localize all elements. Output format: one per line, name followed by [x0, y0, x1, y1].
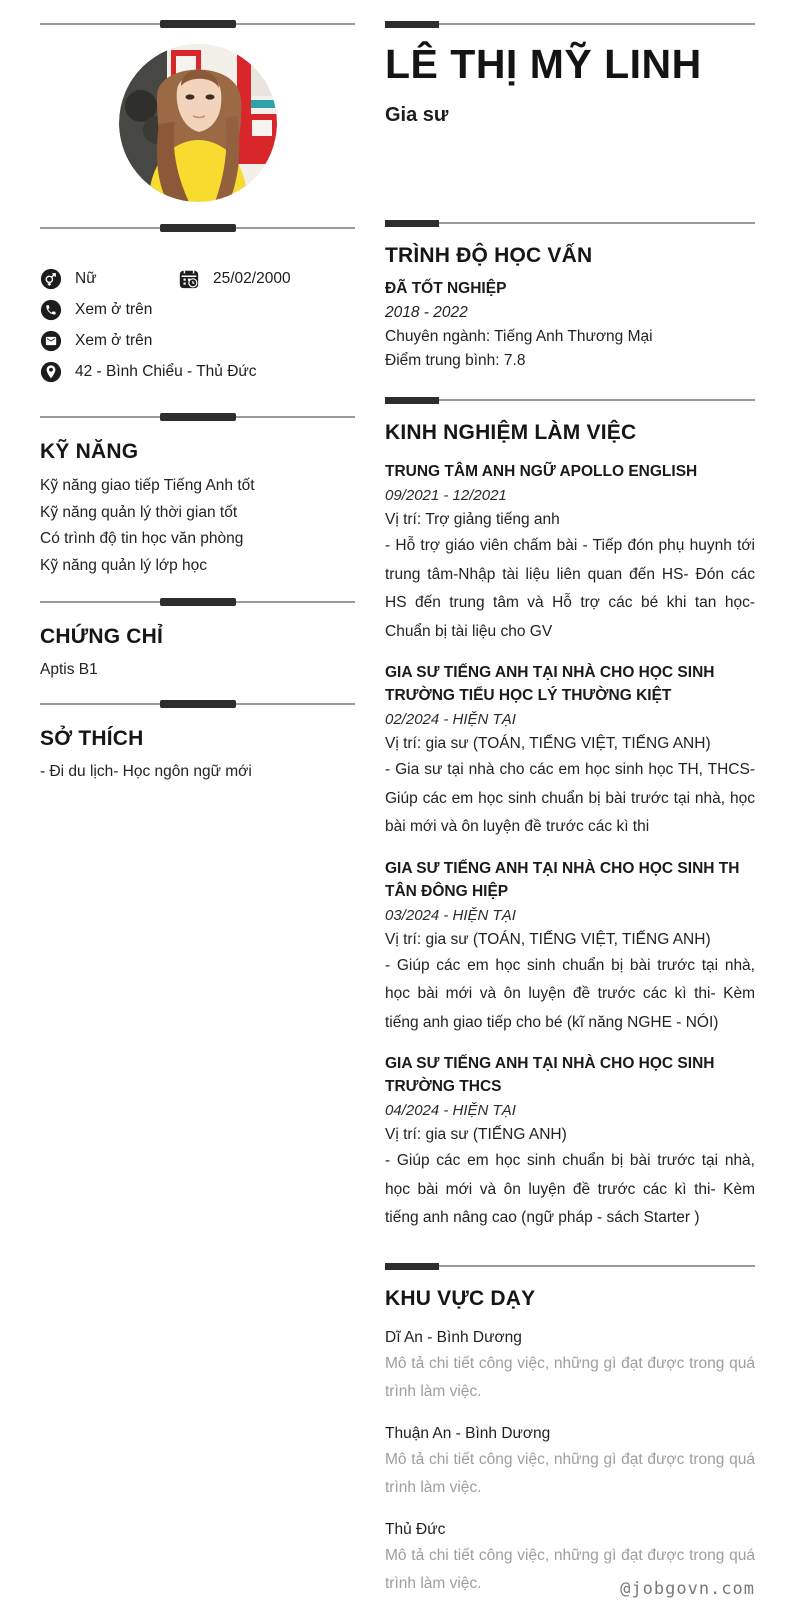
- area-entry: [385, 1326, 755, 1407]
- job-period: 09/2021 - 12/2021: [385, 487, 507, 504]
- map-pin-icon: [40, 361, 62, 383]
- phone-value: Xem ở trên: [75, 300, 153, 318]
- phone-field: [40, 299, 152, 321]
- email-field: [40, 330, 152, 352]
- areas-heading: KHU VỰC DẠY: [385, 1286, 536, 1310]
- skills-heading: KỸ NĂNG: [40, 440, 139, 463]
- section-divider: [40, 224, 355, 232]
- job-position: Vị trí: gia sư (TOÁN, TIẾNG VIỆT, TIẾNG ANH): [385, 930, 711, 948]
- job-entry: [385, 661, 755, 842]
- job-description: - Giúp các em học sinh chuẩn bị bài trước tại nhà, học bài mới và ôn luyện đề trước các kì thi- Kèm tiếng anh giao tiếp cho bé (kĩ năng NGHE - NÓI): [385, 956, 755, 1031]
- job-position: Vị trí: gia sư (TOÁN, TIẾNG VIỆT, TIẾNG ANH): [385, 735, 711, 752]
- skill-item: Kỹ năng quản lý lớp học: [40, 556, 207, 574]
- address-field: [40, 361, 257, 383]
- contact-info: [40, 263, 355, 387]
- section-divider: [40, 700, 355, 708]
- candidate-title: Gia sư: [385, 104, 449, 126]
- contact-row-email: [40, 325, 355, 356]
- section-divider: [385, 21, 755, 28]
- job-entry: [385, 460, 755, 646]
- job-position: Vị trí: Trợ giảng tiếng anh: [385, 511, 560, 528]
- job-entry: [385, 1052, 755, 1233]
- profile-photo: [119, 44, 277, 202]
- area-description: Mô tả chi tiết công việc, những gì đạt được trong quá trình làm việc.: [385, 1546, 755, 1592]
- job-title: GIA SƯ TIẾNG ANH TẠI NHÀ CHO HỌC SINH TRƯỜNG THCS: [385, 1055, 715, 1095]
- job-description: - Hỗ trợ giáo viên chấm bài - Tiếp đón phụ huynh tới trung tâm-Nhập tài liệu liên quan đến HS- Đón các HS đến trung tâm và Hỗ trợ các bé khi tan học- Chuẩn bị tài liệu cho GV: [385, 537, 755, 640]
- phone-handset-icon: [40, 299, 62, 321]
- education-major: Chuyên ngành: Tiếng Anh Thương Mại: [385, 328, 653, 345]
- job-entry: [385, 857, 755, 1038]
- job-description: - Giúp các em học sinh chuẩn bị bài trước tại nhà, học bài mới và ôn luyện đề trước các kì thi- Kèm tiếng anh nâng cao (ngữ pháp - sách Starter ): [385, 1152, 755, 1226]
- address-value: 42 - Bình Chiểu - Thủ Đức: [75, 362, 257, 380]
- profile-photo-illustration: [119, 44, 277, 202]
- section-divider: [385, 220, 755, 227]
- job-period: 03/2024 - HIỆN TẠI: [385, 906, 516, 924]
- area-name: Thuận An - Bình Dương: [385, 1424, 551, 1442]
- area-description: Mô tả chi tiết công việc, những gì đạt được trong quá trình làm việc.: [385, 1354, 755, 1400]
- area-entry: [385, 1422, 755, 1503]
- certificates-heading: CHỨNG CHỈ: [40, 625, 164, 648]
- calendar-icon: [178, 268, 200, 290]
- area-name: Dĩ An - Bình Dương: [385, 1328, 522, 1346]
- area-description: Mô tả chi tiết công việc, những gì đạt được trong quá trình làm việc.: [385, 1450, 755, 1496]
- contact-row-phone: [40, 294, 355, 325]
- experience-heading: KINH NGHIỆM LÀM VIỆC: [385, 421, 637, 444]
- watermark: @jobgovn.com: [620, 1579, 755, 1599]
- birthdate-value: 25/02/2000: [213, 269, 291, 287]
- email-value: Xem ở trên: [75, 331, 153, 349]
- job-title: TRUNG TÂM ANH NGỮ APOLLO ENGLISH: [385, 463, 698, 480]
- skill-item: Có trình độ tin học văn phòng: [40, 530, 244, 547]
- envelope-icon: [40, 330, 62, 352]
- job-title: GIA SƯ TIẾNG ANH TẠI NHÀ CHO HỌC SINH TH TÂN ĐÔNG HIỆP: [385, 859, 740, 900]
- gender-value: Nữ: [75, 269, 97, 287]
- hobbies-text: - Đi du lịch- Học ngôn ngữ mới: [40, 763, 252, 780]
- main-content: [385, 0, 755, 1599]
- education-entry: [385, 277, 755, 373]
- gender-symbol-icon: [40, 268, 62, 290]
- section-divider: [385, 1263, 755, 1270]
- skill-item: Kỹ năng giao tiếp Tiếng Anh tốt: [40, 477, 255, 494]
- hobbies-heading: SỞ THÍCH: [40, 727, 144, 750]
- contact-row-gender-birthdate: [40, 263, 355, 294]
- education-gpa: Điểm trung bình: 7.8: [385, 352, 526, 369]
- education-status: ĐÃ TỐT NGHIỆP: [385, 280, 507, 297]
- job-title: GIA SƯ TIẾNG ANH TẠI NHÀ CHO HỌC SINH TRƯỜNG TIỂU HỌC LÝ THƯỜNG KIỆT: [385, 664, 715, 704]
- job-period: 04/2024 - HIỆN TẠI: [385, 1102, 516, 1119]
- section-divider: [40, 598, 355, 606]
- left-sidebar: [40, 0, 355, 1599]
- birthdate-field: [178, 268, 291, 290]
- gender-field: [40, 268, 178, 290]
- candidate-name: LÊ THỊ MỸ LINH: [385, 41, 702, 87]
- section-divider: [40, 413, 355, 421]
- education-heading: TRÌNH ĐỘ HỌC VẤN: [385, 244, 593, 267]
- job-period: 02/2024 - HIỆN TẠI: [385, 711, 516, 728]
- area-name: Thủ Đức: [385, 1520, 446, 1538]
- job-description: - Gia sư tại nhà cho các em học sinh học TH, THCS- Giúp các em học sinh chuẩn bị bài trước tại nhà, học bài mới và ôn luyện đề trước các kì thi: [385, 761, 755, 835]
- education-period: 2018 - 2022: [385, 304, 468, 321]
- contact-row-address: [40, 356, 355, 387]
- skill-item: Kỹ năng quản lý thời gian tốt: [40, 503, 238, 521]
- section-divider: [385, 397, 755, 404]
- section-divider: [40, 20, 355, 28]
- skills-list: [40, 473, 355, 579]
- job-position: Vị trí: gia sư (TIẾNG ANH): [385, 1126, 567, 1143]
- certificate-item: Aptis B1: [40, 661, 98, 678]
